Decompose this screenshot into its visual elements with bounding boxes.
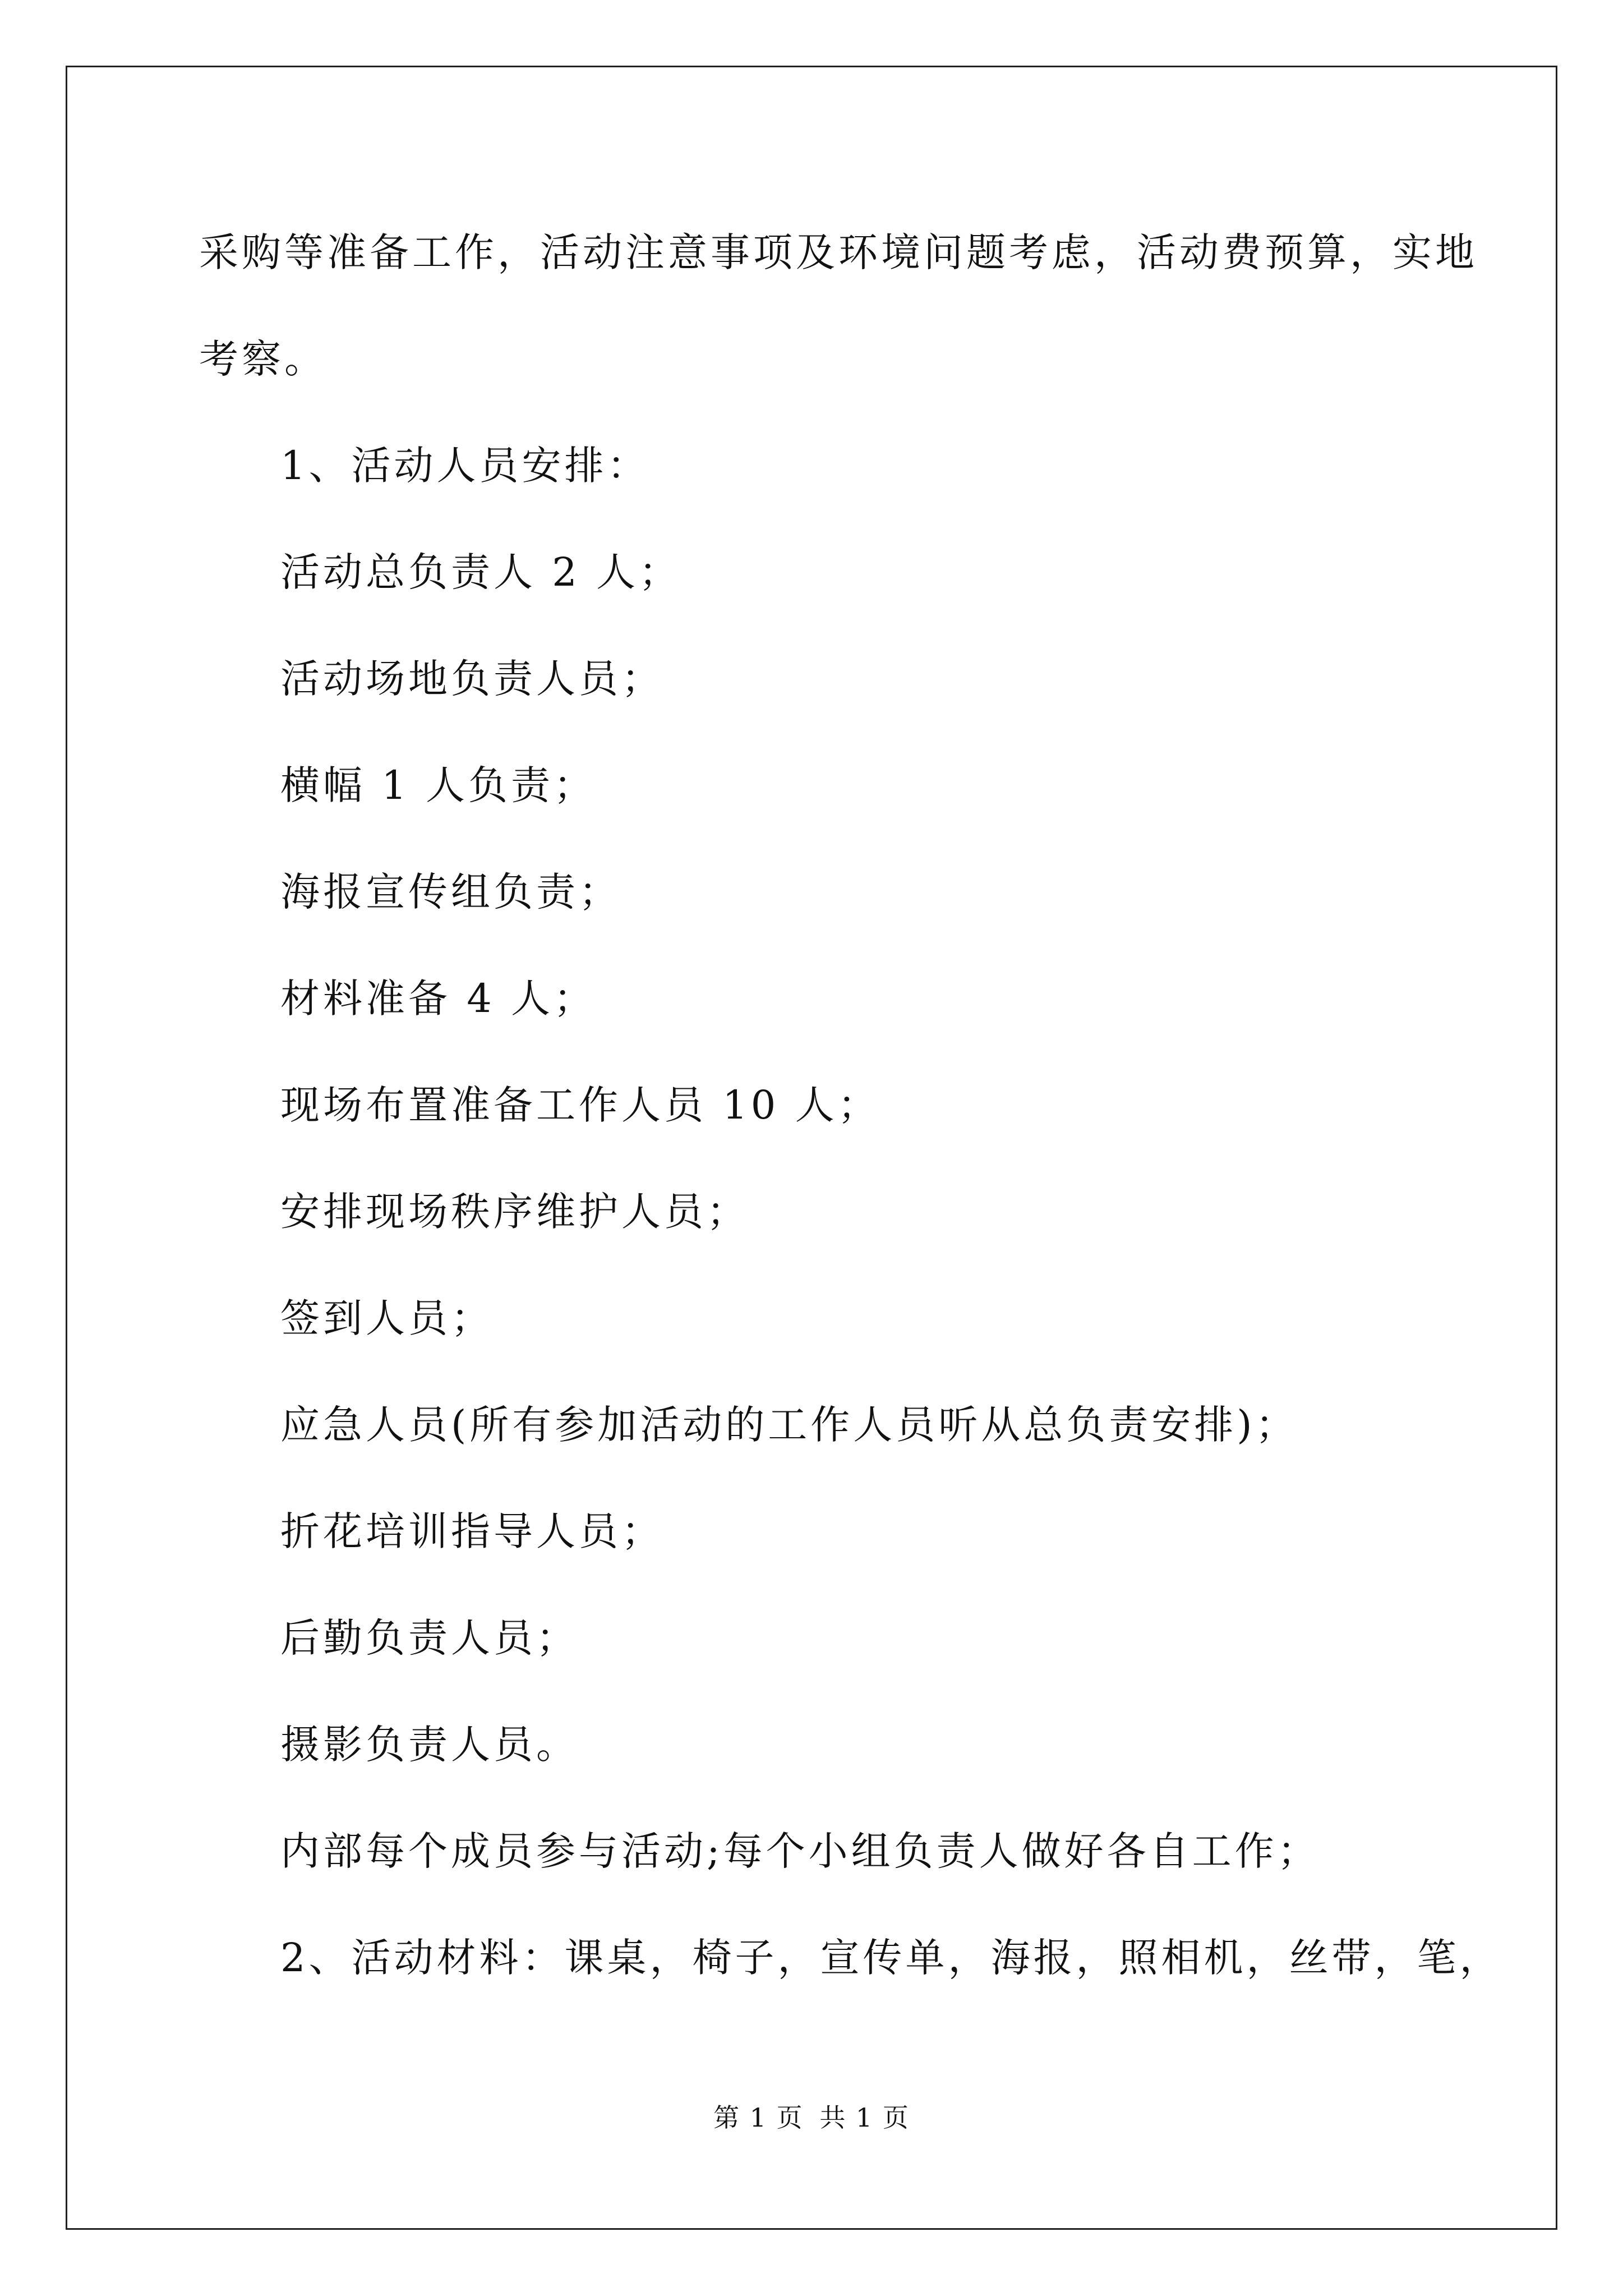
page-number-current: 第 1 页 bbox=[713, 2102, 804, 2133]
list-item: 横幅 1 人负责； bbox=[280, 762, 597, 808]
list-item: 摄影负责人员。 bbox=[280, 1722, 579, 1768]
page-footer bbox=[0, 2101, 1623, 2134]
section-heading-2: 2、活动材料：课桌，椅子，宣传单，海报，照相机，丝带，笔， bbox=[280, 1935, 1502, 1981]
list-item: 海报宣传组负责； bbox=[280, 869, 621, 915]
list-item: 应急人员(所有参加活动的工作人员听从总负责安排)； bbox=[280, 1402, 1298, 1448]
list-item: 后勤负责人员； bbox=[280, 1615, 579, 1661]
list-item: 现场布置准备工作人员 10 人； bbox=[280, 1082, 880, 1128]
list-item: 折花培训指导人员； bbox=[280, 1508, 664, 1554]
section-heading-1: 1、活动人员安排： bbox=[280, 443, 650, 489]
list-item: 材料准备 4 人； bbox=[280, 976, 597, 1022]
page-number-total: 共 1 页 bbox=[819, 2102, 910, 2133]
page-border bbox=[66, 66, 1557, 2230]
list-item: 活动总负责人 2 人； bbox=[280, 549, 682, 595]
body-line-1: 采购等准备工作，活动注意事项及环境问题考虑，活动费预算，实地 bbox=[199, 229, 1478, 275]
body-paragraph: 内部每个成员参与活动;每个小组负责人做好各自工作； bbox=[280, 1828, 1320, 1874]
list-item: 签到人员； bbox=[280, 1295, 494, 1341]
body-line-2: 考察。 bbox=[199, 336, 327, 382]
list-item: 活动场地负责人员； bbox=[280, 656, 664, 702]
list-item: 安排现场秩序维护人员； bbox=[280, 1189, 749, 1235]
